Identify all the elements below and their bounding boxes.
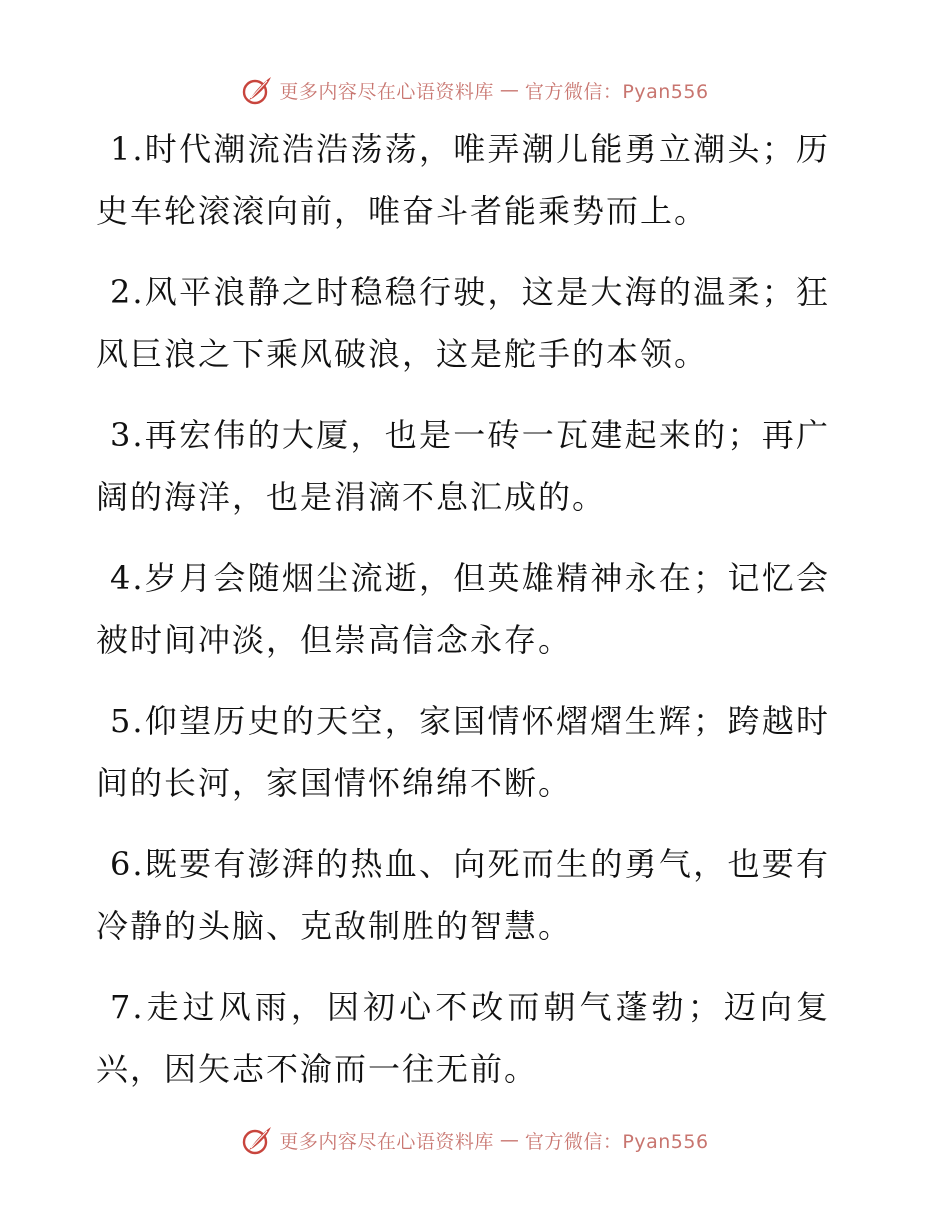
paragraph-4 (96, 547, 830, 671)
quill-logo-icon (241, 1124, 273, 1156)
paragraph-text: 时代潮流浩浩荡荡，唯弄潮儿能勇立潮头；历史车轮滚滚向前，唯奋斗者能乘势而上。 (96, 130, 830, 230)
paragraph-7 (96, 976, 830, 1100)
paragraph-number: 6. (110, 845, 145, 883)
paragraph-5 (96, 690, 830, 814)
watermark-brand-text: 更多内容尽在心语资料库 (279, 80, 494, 103)
paragraph-text: 风平浪静之时稳稳行驶，这是大海的温柔；狂风巨浪之下乘风破浪，这是舵手的本领。 (96, 273, 830, 373)
paragraph-number: 7. (110, 988, 145, 1026)
footer-watermark (0, 1120, 950, 1160)
paragraph-6 (96, 833, 830, 957)
document-body (96, 118, 830, 1119)
paragraph-text: 走过风雨，因初心不改而朝气蓬勃；迈向复兴，因矢志不渝而一往无前。 (96, 988, 830, 1088)
watermark-brand-text: 更多内容尽在心语资料库 (279, 1130, 494, 1153)
watermark-contact-text: 官方微信：Pyan556 (524, 80, 709, 103)
paragraph-text: 仰望历史的天空，家国情怀熠熠生辉；跨越时间的长河，家国情怀绵绵不断。 (96, 702, 830, 802)
paragraph-3 (96, 404, 830, 528)
paragraph-text: 既要有澎湃的热血、向死而生的勇气，也要有冷静的头脑、克敌制胜的智慧。 (96, 845, 830, 945)
paragraph-number: 2. (110, 273, 145, 311)
paragraph-number: 4. (110, 559, 145, 597)
quill-logo-icon (241, 74, 273, 106)
watermark-separator: — (499, 1129, 519, 1151)
paragraph-text: 岁月会随烟尘流逝，但英雄精神永在；记忆会被时间冲淡，但崇高信念永存。 (96, 559, 830, 659)
paragraph-2 (96, 261, 830, 385)
paragraph-number: 5. (110, 702, 145, 740)
watermark-contact-text: 官方微信：Pyan556 (524, 1130, 709, 1153)
paragraph-number: 1. (110, 130, 145, 168)
watermark-separator: — (499, 79, 519, 101)
header-watermark (0, 70, 950, 110)
paragraph-number: 3. (110, 416, 145, 454)
paragraph-1 (96, 118, 830, 242)
paragraph-text: 再宏伟的大厦，也是一砖一瓦建起来的；再广阔的海洋，也是涓滴不息汇成的。 (96, 416, 830, 516)
